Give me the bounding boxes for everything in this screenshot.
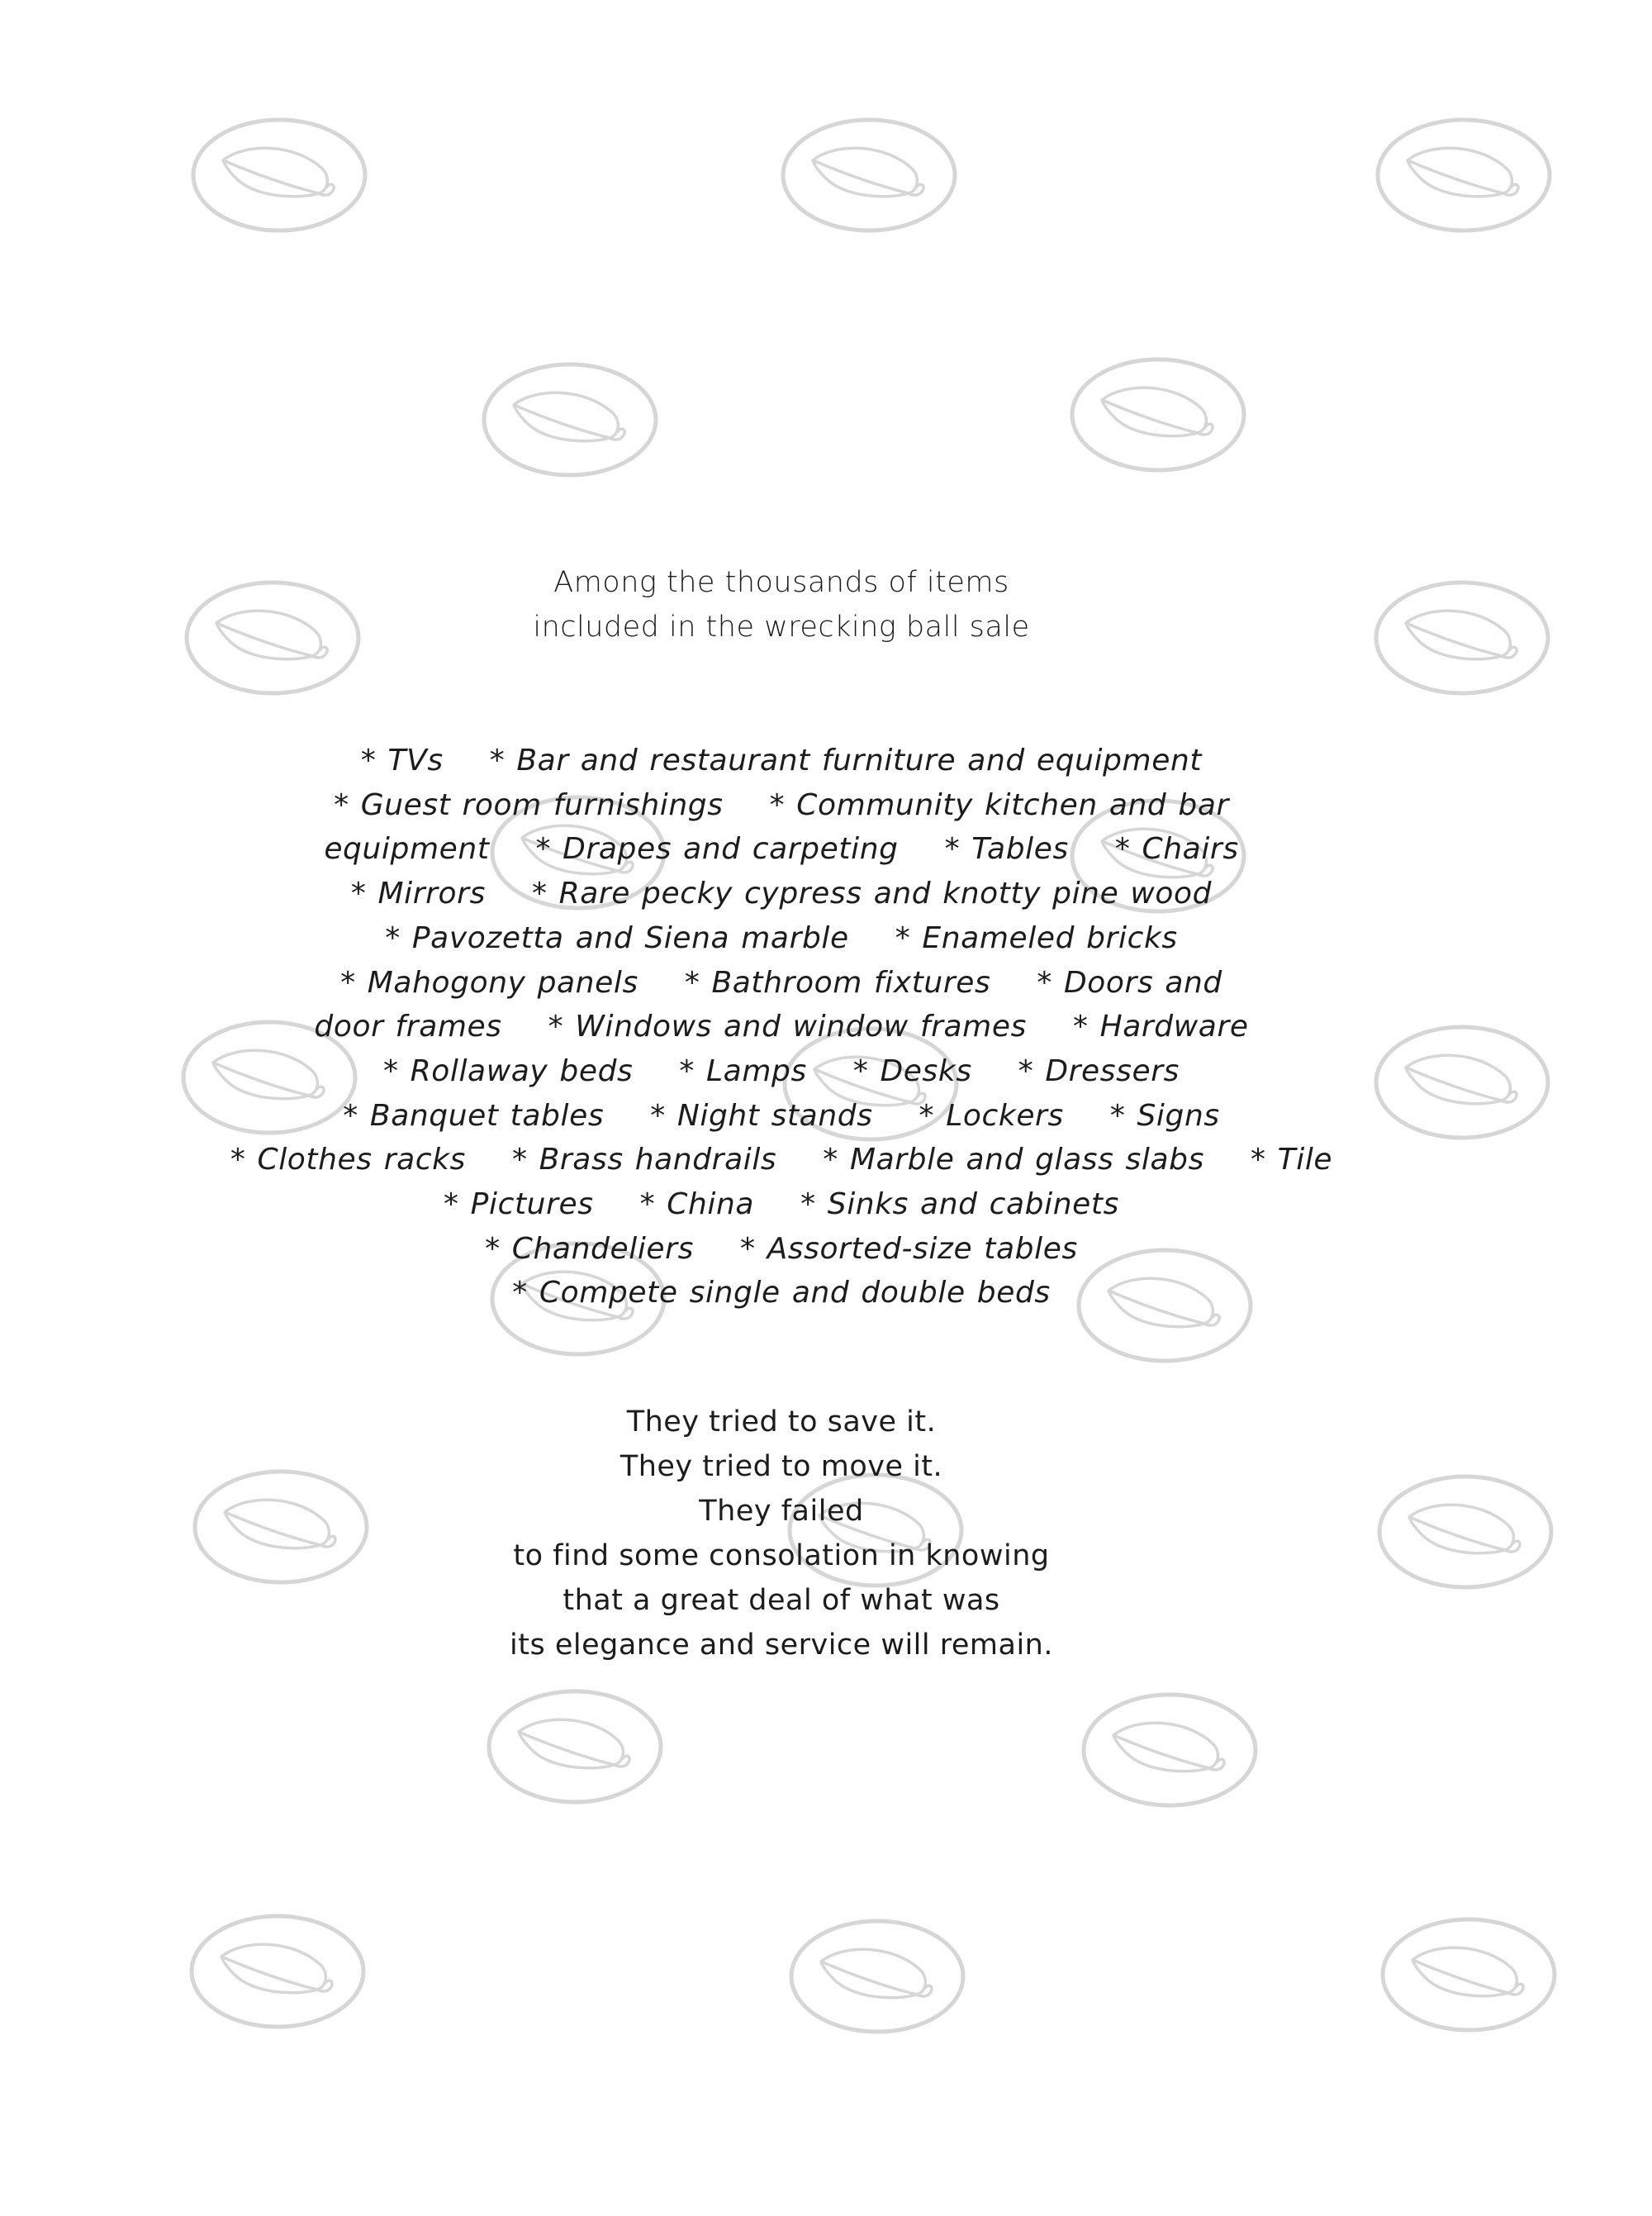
sale-item: * Doors and	[1037, 965, 1222, 1000]
sale-item: * Windows and window frames	[548, 1010, 1027, 1044]
sale-item: * Signs	[1109, 1098, 1220, 1133]
leaf-icon	[193, 120, 365, 231]
sale-item: * Drapes and carpeting	[535, 832, 899, 867]
sale-item: * Rollaway beds	[382, 1053, 634, 1088]
leaf-icon	[192, 1916, 363, 2027]
sale-item: * Community kitchen and bar	[769, 787, 1229, 822]
sale-item: * Chandeliers	[485, 1231, 694, 1266]
sale-item: * Guest room furnishings	[334, 787, 724, 822]
closing-line: to find some consolation in knowing	[513, 1539, 1050, 1572]
items-line	[0, 1138, 1563, 1182]
sale-item: * Tables	[944, 832, 1069, 867]
items-line	[0, 1271, 1563, 1315]
leaf-icon	[783, 120, 955, 231]
items-line	[0, 961, 1563, 1006]
sale-item: * Assorted-size tables	[739, 1231, 1078, 1266]
sale-item: * Dressers	[1018, 1053, 1180, 1088]
items-line	[0, 916, 1563, 961]
sale-item: * Rare pecky cypress and knotty pine wood	[531, 877, 1213, 911]
sale-item: * Sinks and cabinets	[800, 1187, 1119, 1222]
sale-item: * Night stands	[650, 1098, 873, 1133]
items-line	[0, 783, 1563, 828]
items-line	[0, 1094, 1563, 1139]
closing-line: They tried to save it.	[626, 1405, 937, 1438]
sale-item: * Tile	[1250, 1143, 1333, 1177]
closing-line: They failed	[699, 1495, 864, 1528]
closing-line: that a great deal of what was	[563, 1584, 1000, 1617]
leaf-icon	[1378, 120, 1550, 231]
sale-item: * Bar and restaurant furniture and equipment	[489, 744, 1203, 778]
sale-item: * Bathroom fixtures	[684, 965, 991, 1000]
closing-line: its elegance and service will remain.	[510, 1629, 1053, 1662]
sale-item: * Lamps	[679, 1053, 807, 1088]
sale-item: equipment	[324, 832, 490, 867]
items-list	[0, 739, 1563, 1315]
sale-item: * China	[639, 1187, 755, 1222]
closing-text	[0, 1400, 1563, 1667]
sale-item: * Marble and glass slabs	[823, 1143, 1204, 1177]
sale-item: * Clothes racks	[230, 1143, 466, 1177]
sale-item: * Compete single and double beds	[512, 1276, 1051, 1310]
leaf-icon	[489, 1691, 661, 1802]
leaf-icon	[1084, 1695, 1256, 1805]
leaf-icon	[1383, 1919, 1555, 2030]
leaf-icon	[1072, 359, 1244, 470]
sale-item: * Brass handrails	[511, 1143, 777, 1177]
sale-item: * Pavozetta and Siena marble	[385, 920, 849, 955]
leaf-icon	[484, 364, 656, 475]
items-line	[0, 1227, 1563, 1272]
intro-text	[0, 560, 1563, 649]
sale-item: * Lockers	[919, 1098, 1064, 1133]
sale-item: * Enameled bricks	[895, 920, 1178, 955]
sale-item: door frames	[314, 1010, 502, 1044]
items-line	[0, 1005, 1563, 1049]
sale-item: * Mahogony panels	[340, 965, 638, 1000]
items-line	[0, 1049, 1563, 1094]
sale-item: * Hardware	[1072, 1010, 1249, 1044]
items-line	[0, 872, 1563, 916]
sale-item: * Desks	[852, 1053, 972, 1088]
intro-line: Among the thousands of items	[553, 566, 1009, 599]
sale-item: * Mirrors	[350, 877, 486, 911]
sale-item: * Pictures	[444, 1187, 594, 1222]
intro-line: included in the wrecking ball sale	[533, 611, 1030, 644]
leaf-icon	[791, 1921, 963, 2032]
items-line	[0, 827, 1563, 872]
sale-item: * Chairs	[1114, 832, 1239, 867]
sale-item: * TVs	[360, 744, 444, 778]
closing-line: They tried to move it.	[620, 1450, 943, 1483]
sale-item: * Banquet tables	[343, 1098, 605, 1133]
items-line	[0, 1182, 1563, 1227]
items-line	[0, 739, 1563, 783]
